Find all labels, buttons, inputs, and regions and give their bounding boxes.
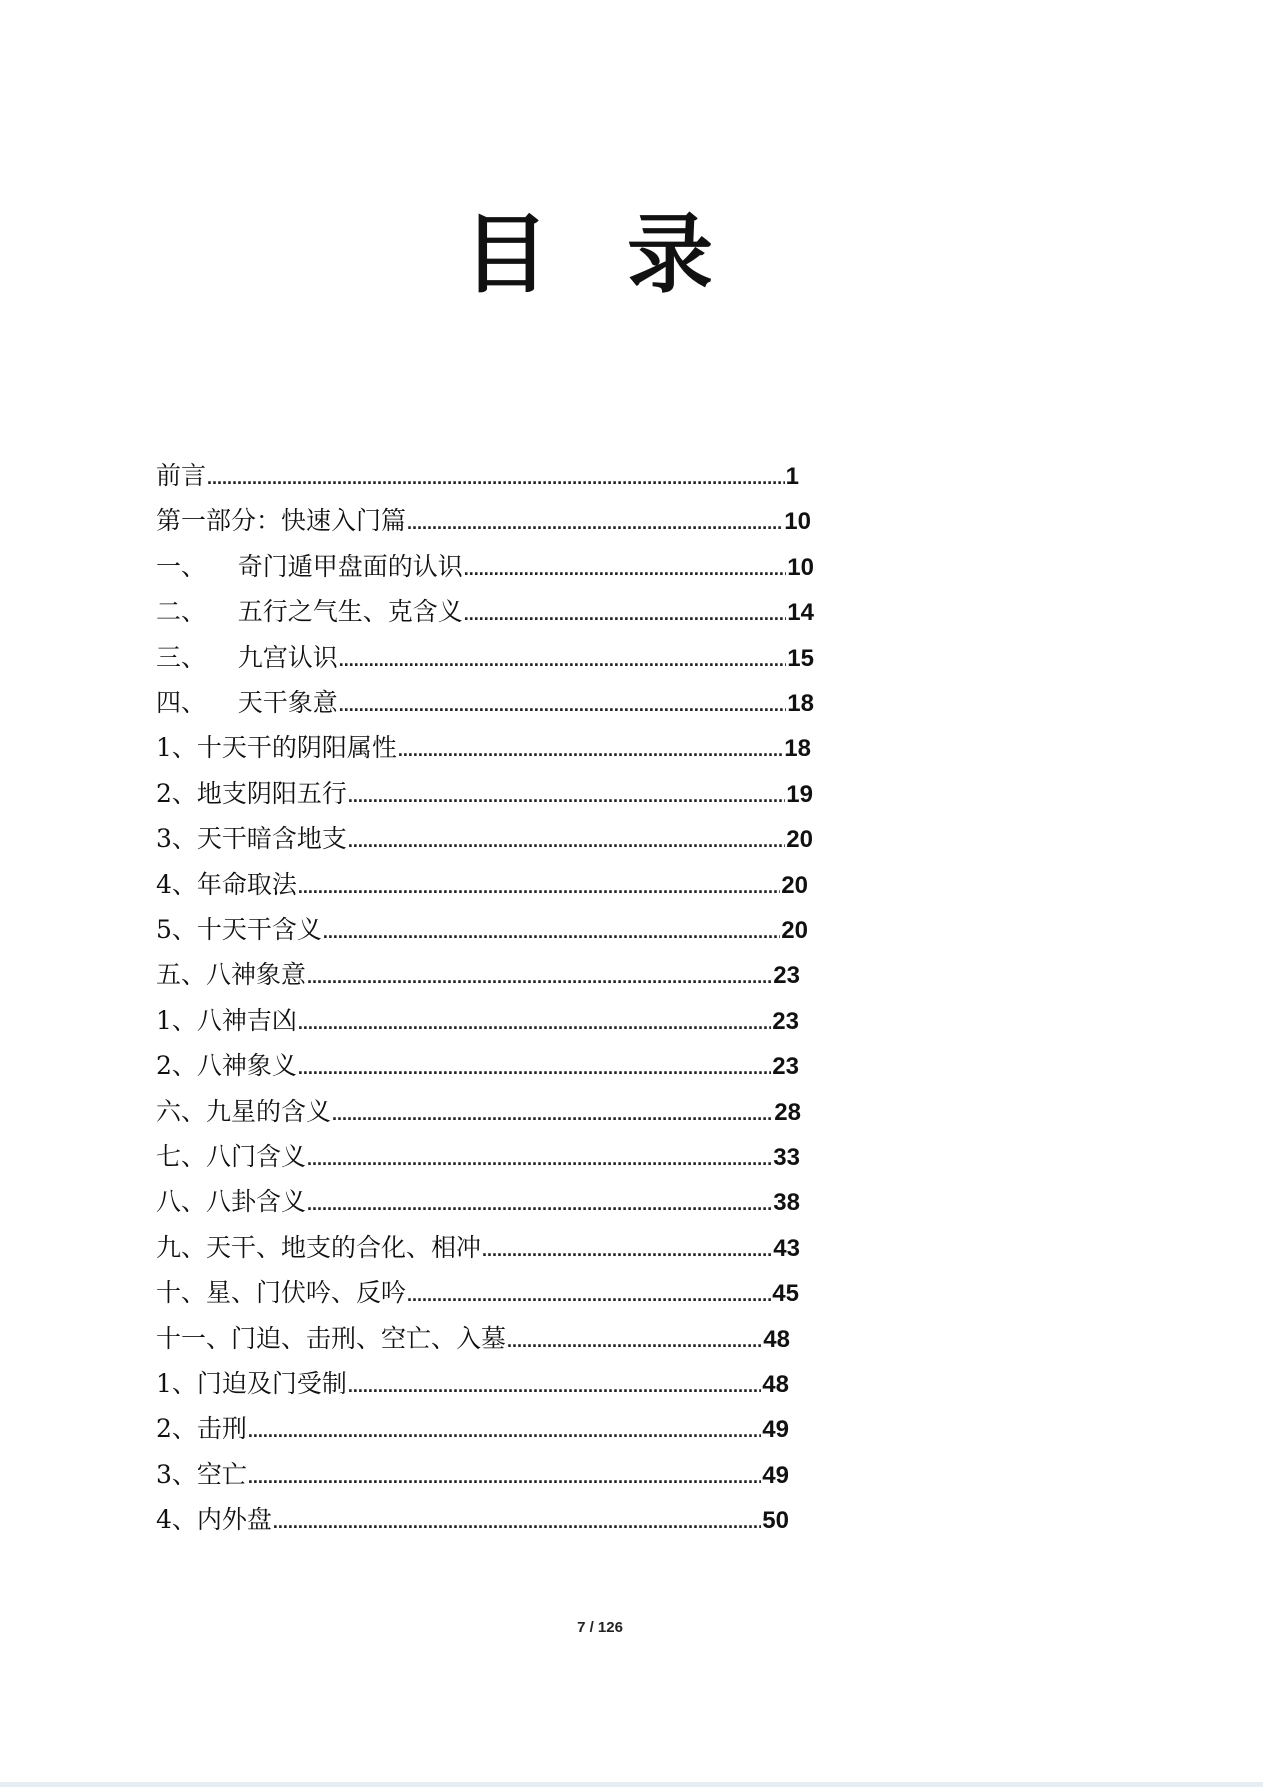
- toc-entry-page-number: 19: [786, 781, 813, 808]
- toc-dot-leader: [332, 1094, 773, 1134]
- toc-entry-page-number: 23: [772, 1053, 799, 1080]
- toc-entry[interactable]: [156, 955, 800, 995]
- toc-entry-label: 前言: [156, 461, 207, 490]
- toc-entry-label: 1、八神吉凶: [156, 1006, 297, 1035]
- toc-entry[interactable]: [156, 1228, 800, 1268]
- toc-entry[interactable]: [156, 592, 814, 632]
- toc-entry-label: 八、八卦含义: [156, 1187, 307, 1216]
- toc-entry-label: 十、星、门伏吟、反吟: [156, 1278, 407, 1307]
- toc-entry-page-number: 23: [773, 962, 800, 989]
- toc-entry-page-number: 49: [762, 1416, 789, 1443]
- toc-entry-page-number: 43: [773, 1235, 800, 1262]
- toc-dot-leader: [307, 957, 772, 997]
- toc-dot-leader: [348, 776, 785, 816]
- toc-dot-leader: [207, 458, 785, 498]
- toc-entry[interactable]: [156, 910, 808, 950]
- toc-entry[interactable]: [156, 456, 799, 496]
- toc-entry-page-number: 10: [787, 554, 814, 581]
- toc-entry-label: 九、天干、地支的合化、相冲: [156, 1233, 482, 1262]
- toc-dot-leader: [248, 1411, 761, 1451]
- toc-dot-leader: [307, 1139, 772, 1179]
- toc-entry-page-number: 18: [787, 690, 814, 717]
- toc-entry-label: 五、八神象意: [156, 960, 307, 989]
- toc-entry-page-number: 33: [773, 1144, 800, 1171]
- toc-entry-label: 5、十天干含义: [156, 915, 322, 944]
- toc-entry-page-number: 23: [772, 1008, 799, 1035]
- toc-entry-label: 3、天干暗含地支: [156, 824, 347, 853]
- toc-entry-label: 第一部分：快速入门篇: [156, 506, 407, 535]
- toc-entry[interactable]: [156, 728, 811, 768]
- toc-entry-page-number: 28: [774, 1099, 801, 1126]
- toc-entry[interactable]: [156, 1409, 789, 1449]
- toc-entry-page-number: 48: [762, 1371, 789, 1398]
- toc-entry-label: 1、门迫及门受制: [156, 1369, 347, 1398]
- toc-entry-page-number: 18: [784, 735, 811, 762]
- toc-entry-label: 二、 五行之气生、克含义: [156, 597, 463, 626]
- toc-entry[interactable]: [156, 1001, 799, 1041]
- toc-entry[interactable]: [156, 1319, 790, 1359]
- toc-dot-leader: [339, 640, 787, 680]
- toc-dot-leader: [298, 1003, 771, 1043]
- toc-entry-page-number: 20: [781, 872, 808, 899]
- toc-dot-leader: [298, 1048, 771, 1088]
- toc-entry-page-number: 20: [786, 826, 813, 853]
- toc-dot-leader: [248, 1457, 761, 1497]
- toc-entry-label: 2、地支阴阳五行: [156, 779, 347, 808]
- toc-entry-label: 1、十天干的阴阳属性: [156, 733, 397, 762]
- toc-dot-leader: [273, 1502, 761, 1542]
- toc-entry[interactable]: [156, 774, 813, 814]
- toc-entry[interactable]: [156, 1182, 800, 1222]
- toc-entry[interactable]: [156, 1046, 799, 1086]
- toc-entry-label: 六、九星的含义: [156, 1097, 332, 1126]
- toc-dot-leader: [298, 867, 780, 907]
- toc-entry[interactable]: [156, 1500, 789, 1540]
- toc-entry-label: 4、内外盘: [156, 1505, 272, 1534]
- toc-entry-page-number: 38: [773, 1189, 800, 1216]
- toc-entry-page-number: 45: [772, 1280, 799, 1307]
- toc-entry-page-number: 14: [787, 599, 814, 626]
- toc-dot-leader: [307, 1184, 772, 1224]
- toc-entry-label: 2、八神象义: [156, 1051, 297, 1080]
- toc-entry-label: 四、 天干象意: [156, 688, 338, 717]
- toc-entry[interactable]: [156, 501, 811, 541]
- toc-dot-leader: [407, 1275, 771, 1315]
- toc-dot-leader: [507, 1321, 762, 1361]
- toc-entry[interactable]: [156, 1364, 789, 1404]
- toc-entry[interactable]: [156, 547, 814, 587]
- toc-entry-page-number: 10: [784, 508, 811, 535]
- toc-dot-leader: [464, 549, 787, 589]
- toc-entry-label: 一、 奇门遁甲盘面的认识: [156, 552, 463, 581]
- toc-entry[interactable]: [156, 1137, 800, 1177]
- toc-entry-page-number: 50: [762, 1507, 789, 1534]
- toc-entry-page-number: 15: [787, 645, 814, 672]
- toc-dot-leader: [464, 594, 787, 634]
- toc-entry[interactable]: [156, 819, 813, 859]
- toc-dot-leader: [348, 1366, 761, 1406]
- page-title: 目 录: [463, 205, 737, 305]
- toc-dot-leader: [348, 821, 785, 861]
- toc-entry-label: 七、八门含义: [156, 1142, 307, 1171]
- toc-entry-page-number: 49: [762, 1462, 789, 1489]
- toc-entry-label: 3、空亡: [156, 1460, 247, 1489]
- toc-entry-page-number: 20: [781, 917, 808, 944]
- toc-dot-leader: [339, 685, 787, 725]
- viewer-bottom-edge: [0, 1782, 1263, 1787]
- toc-dot-leader: [482, 1230, 772, 1270]
- toc-entry-page-number: 1: [785, 463, 799, 490]
- toc-entry-label: 2、击刑: [156, 1414, 247, 1443]
- toc-entry-page-number: 48: [763, 1326, 790, 1353]
- toc-entry[interactable]: [156, 683, 814, 723]
- toc-entry[interactable]: [156, 1455, 789, 1495]
- toc-dot-leader: [407, 503, 783, 543]
- page-indicator: 7 / 126: [577, 1619, 623, 1636]
- toc-entry[interactable]: [156, 638, 814, 678]
- toc-entry[interactable]: [156, 1273, 799, 1313]
- toc-entry-label: 三、 九宫认识: [156, 643, 338, 672]
- toc-entry[interactable]: [156, 1092, 801, 1132]
- toc-entry[interactable]: [156, 865, 808, 905]
- toc-dot-leader: [398, 730, 783, 770]
- toc-entry-label: 4、年命取法: [156, 870, 297, 899]
- toc-entry-label: 十一、门迫、击刑、空亡、入墓: [156, 1324, 507, 1353]
- toc-dot-leader: [323, 912, 780, 952]
